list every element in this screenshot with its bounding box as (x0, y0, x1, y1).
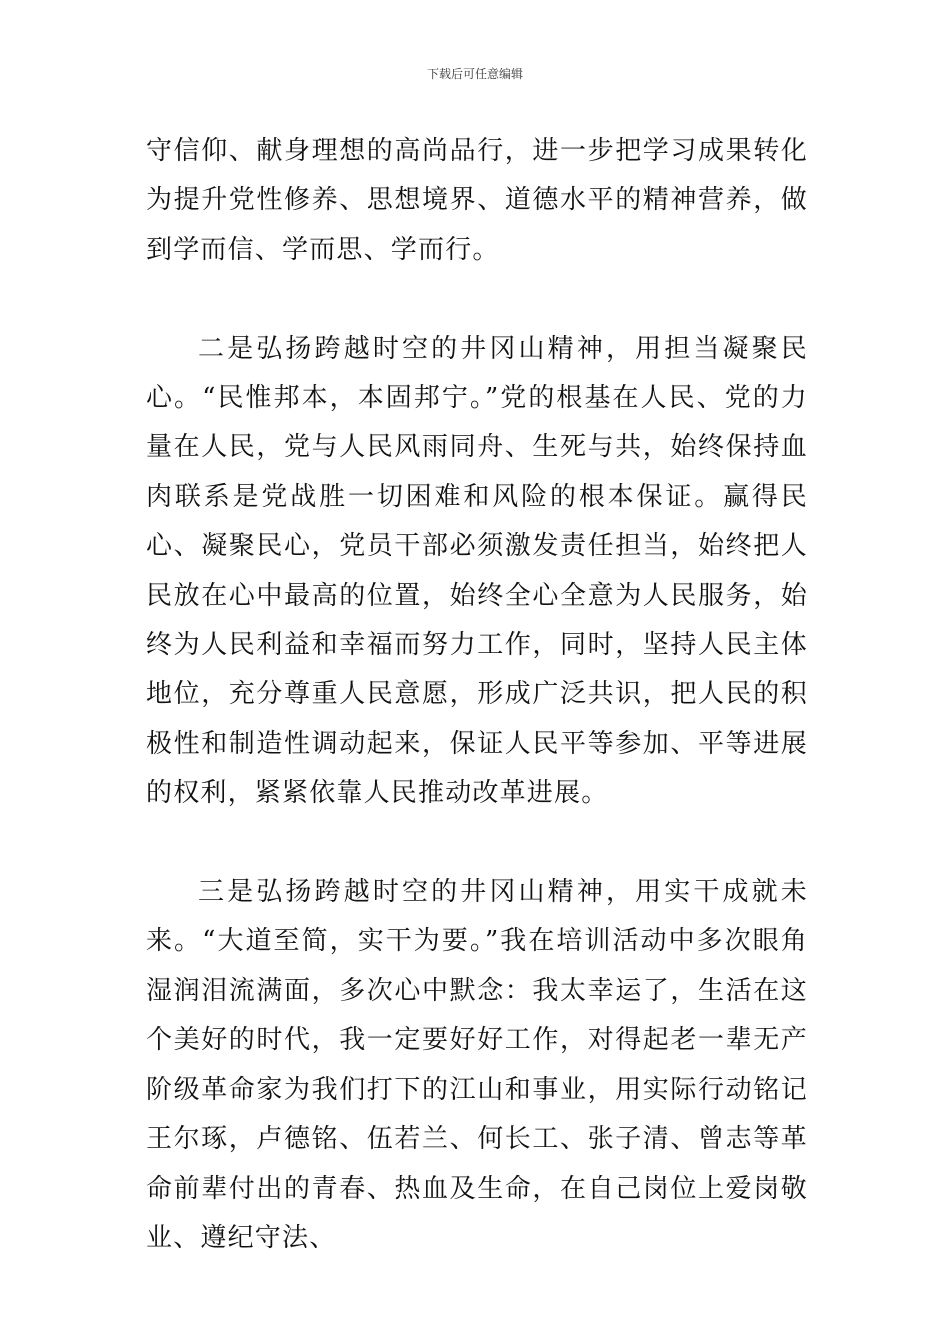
header-note: 下载后可任意编辑 (426, 67, 523, 81)
paragraph-three: 三是弘扬跨越时空的井冈山精神，用实干成就未来。“大道至简，实干为要。”我在培训活动中多次眼角湿润泪流满面，多次心中默念：我太幸运了，生活在这个美好的时代，我一定要好好工作，对得起老一辈无产阶级革命家为我们打下的江山和事业，用实际行动铭记王尔琢，卢德铭、伍若兰、何长工、张子清、曾志等革命前辈付出的青春、热血及生命，在自己岗位上爱岗敬业、遵纪守法、 (146, 877, 808, 1253)
document-body (146, 127, 808, 1263)
paragraph-continued: 守信仰、献身理想的高尚品行，进一步把学习成果转化为提升党性修养、思想境界、道德水平的精神营养，做到学而信、学而思、学而行。 (146, 136, 808, 265)
paragraph-two: 二是弘扬跨越时空的井冈山精神，用担当凝聚民心。“民惟邦本，本固邦宁。”党的根基在人民、党的力量在人民，党与人民风雨同舟、生死与共，始终保持血肉联系是党战胜一切困难和风险的根本保证。赢得民心、凝聚民心，党员干部必须激发责任担当，始终把人民放在心中最高的位置，始终全心全意为人民服务，始终为人民利益和幸福而努力工作，同时，坚持人民主体地位，充分尊重人民意愿，形成广泛共识，把人民的积极性和制造性调动起来，保证人民平等参加、平等进展的权利，紧紧依靠人民推动改革进展。 (146, 333, 808, 809)
paragraph-gap (146, 819, 808, 868)
paragraph-gap (146, 275, 808, 324)
